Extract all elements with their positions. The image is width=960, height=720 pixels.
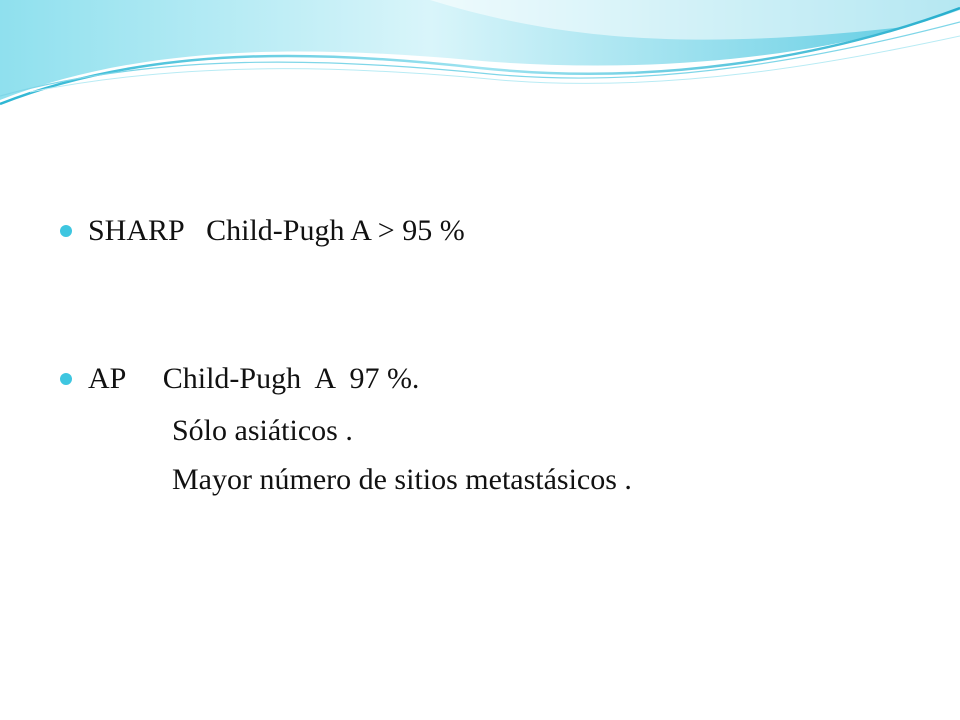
bullet-item-sharp <box>60 211 465 251</box>
bullet-item-ap <box>60 359 419 399</box>
bullet-continuation-line: Mayor número de sitios metastásicos . <box>172 463 632 496</box>
bullet-text: AP Child-Pugh A 97 %. <box>88 362 420 395</box>
bullet-dot-icon <box>60 373 72 385</box>
bullet-continuation-line: Sólo asiáticos . <box>172 414 353 447</box>
bullet-dot-icon <box>60 225 72 237</box>
bullet-text: SHARP Child-Pugh A > 95 % <box>88 214 465 247</box>
